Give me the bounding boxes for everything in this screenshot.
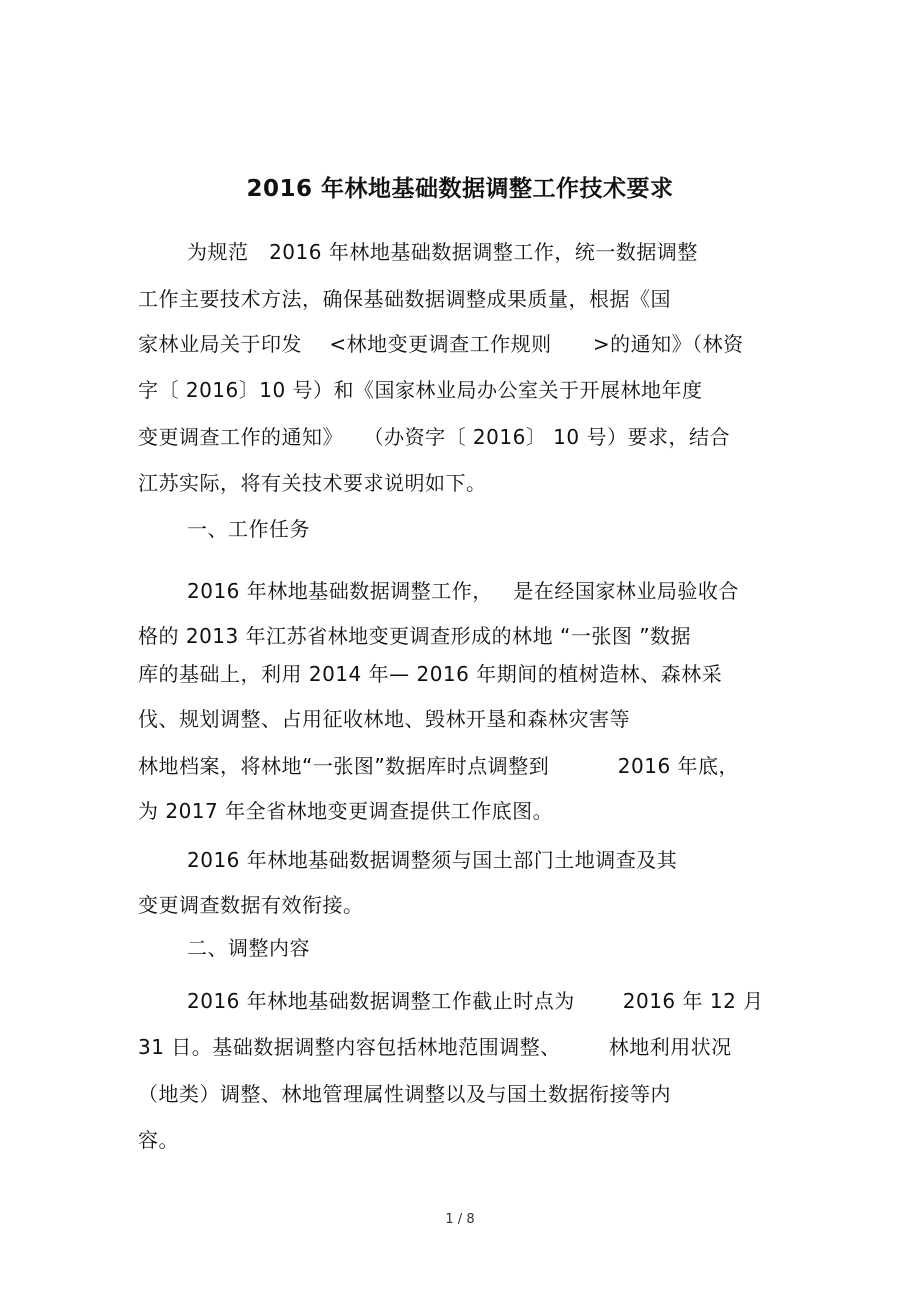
document-title: 2016 年林地基础数据调整工作技术要求 (246, 176, 674, 202)
paragraph-line: 伐、规划调整、占用征收林地、毁林开垦和森林灾害等 (138, 707, 630, 731)
paragraph-line: 格的 2013 年江苏省林地变更调查形成的林地 “一张图 ”数据 (138, 624, 692, 648)
section-heading: 一、工作任务 (187, 517, 310, 541)
page-number: 1 / 8 (445, 1212, 475, 1227)
paragraph-line: 2016 年林地基础数据调整须与国土部门土地调查及其 (187, 848, 678, 872)
paragraph-line: 为 2017 年全省林地变更调查提供工作底图。 (138, 799, 554, 823)
paragraph-line: 2016 年林地基础数据调整工作， 是在经国家林业局验收合 (187, 579, 739, 603)
paragraph-line: 家林业局关于印发 <林地变更调查工作规则 >的通知》（林资 (138, 332, 744, 356)
paragraph-line: 容。 (138, 1128, 179, 1152)
paragraph-line: 字〔 2016〕10 号）和《国家林业局办公室关于开展林地年度 (138, 378, 703, 402)
paragraph-line: 2016 年林地基础数据调整工作截止时点为 2016 年 12 月 (187, 989, 764, 1013)
paragraph-line: 江苏实际，将有关技术要求说明如下。 (138, 471, 487, 495)
paragraph-line: 变更调查工作的通知》 （办资字〔 2016〕 10 号）要求，结合 (138, 425, 730, 449)
paragraph-line: （地类）调整、林地管理属性调整以及与国土数据衔接等内 (138, 1082, 671, 1106)
paragraph-line: 工作主要技术方法，确保基础数据调整成果质量，根据《国 (138, 287, 671, 311)
paragraph-line: 为规范 2016 年林地基础数据调整工作，统一数据调整 (187, 240, 698, 264)
section-heading: 二、调整内容 (187, 936, 310, 960)
paragraph-line: 林地档案，将林地“一张图”数据库时点调整到 2016 年底， (138, 754, 740, 778)
paragraph-line: 31 日。基础数据调整内容包括林地范围调整、 林地利用状况 (138, 1035, 732, 1059)
paragraph-line: 库的基础上，利用 2014 年— 2016 年期间的植树造林、森林采 (138, 662, 723, 686)
paragraph-line: 变更调查数据有效衔接。 (138, 893, 364, 917)
